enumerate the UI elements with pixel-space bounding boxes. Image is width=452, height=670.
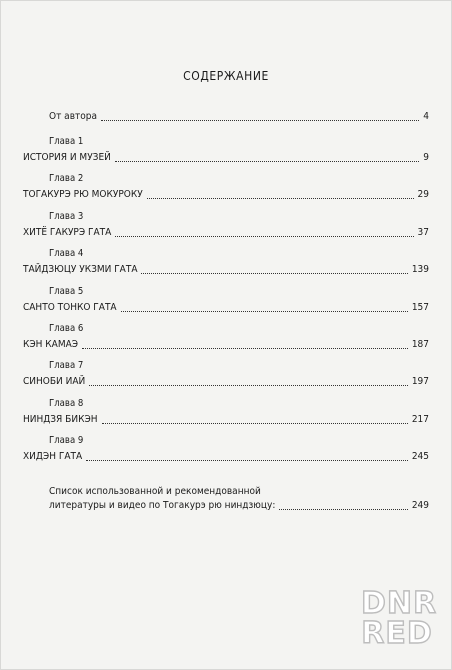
page-title: СОДЕРЖАНИЕ xyxy=(183,69,269,83)
dot-leader xyxy=(147,198,414,199)
dot-leader xyxy=(121,311,408,312)
toc-page-number: 37 xyxy=(417,227,429,238)
watermark-line-2: RED xyxy=(361,616,433,651)
dot-leader xyxy=(279,509,407,510)
toc-page-number: 249 xyxy=(411,500,429,511)
toc-entry-chapter[interactable] xyxy=(23,173,429,201)
chapter-title: ХИТЁ ГАКУРЭ ГАТА xyxy=(23,227,112,238)
toc-page-number: 157 xyxy=(411,302,429,313)
chapter-title: СИНОБИ ИАЙ xyxy=(23,376,86,387)
watermark-line-1: DNR xyxy=(361,586,438,621)
toc-entry-chapter[interactable] xyxy=(23,286,429,314)
chapter-title: ТАЙДЗЮЦУ УКЗМИ ГАТА xyxy=(23,264,138,275)
toc-entry-chapter[interactable] xyxy=(23,211,429,239)
chapter-title: КЭН КАМАЭ xyxy=(23,339,79,350)
toc-page-number: 197 xyxy=(411,376,429,387)
chapter-title: ХИДЭН ГАТА xyxy=(23,451,83,462)
toc-page-number: 217 xyxy=(411,414,429,425)
toc-entry-chapter[interactable] xyxy=(23,136,429,164)
toc-page-number: 245 xyxy=(411,451,429,462)
dot-leader xyxy=(101,120,419,121)
toc-entry-chapter[interactable] xyxy=(23,248,429,276)
chapter-title: ТОГАКУРЭ РЮ МОКУРОКУ xyxy=(23,189,143,200)
dot-leader xyxy=(82,348,408,349)
dot-leader xyxy=(102,423,408,424)
chapter-label: Глава 7 xyxy=(49,360,84,371)
toc-entry-chapter[interactable] xyxy=(23,435,429,463)
chapter-label: Глава 1 xyxy=(49,136,84,147)
toc-entry-author[interactable] xyxy=(23,111,429,123)
chapter-title: НИНДЗЯ БИКЭН xyxy=(23,414,98,425)
chapter-label: Глава 2 xyxy=(49,173,84,184)
chapter-label: Глава 4 xyxy=(49,248,84,259)
dot-leader xyxy=(141,273,407,274)
chapter-label: Глава 8 xyxy=(49,398,84,409)
watermark-logo xyxy=(361,586,438,651)
toc-page-number: 187 xyxy=(411,339,429,350)
chapter-label: Глава 9 xyxy=(49,435,84,446)
dot-leader xyxy=(115,236,413,237)
bibliography-line-1: Список использованной и рекомендованной xyxy=(49,486,261,497)
toc-page-number: 139 xyxy=(411,264,429,275)
chapter-label: Глава 5 xyxy=(49,286,84,297)
bibliography-line-2: литературы и видео по Тогакурэ рю ниндзюцу: xyxy=(49,500,276,511)
chapter-label: Глава 6 xyxy=(49,323,84,334)
dot-leader xyxy=(89,385,408,386)
toc-entry-bibliography[interactable] xyxy=(23,486,429,512)
dot-leader xyxy=(115,161,419,162)
toc-page-number: 4 xyxy=(423,111,429,122)
toc-entry-title: От автора xyxy=(49,111,97,122)
chapter-title: САНТО ТОНКО ГАТА xyxy=(23,302,117,313)
toc-entry-chapter[interactable] xyxy=(23,398,429,426)
toc-page-number: 29 xyxy=(417,189,429,200)
toc-page-number: 9 xyxy=(423,152,429,163)
chapter-title: ИСТОРИЯ И МУЗЕЙ xyxy=(23,152,111,163)
toc-entry-chapter[interactable] xyxy=(23,323,429,351)
toc-entry-chapter[interactable] xyxy=(23,360,429,388)
chapter-label: Глава 3 xyxy=(49,211,84,222)
dot-leader xyxy=(86,460,408,461)
